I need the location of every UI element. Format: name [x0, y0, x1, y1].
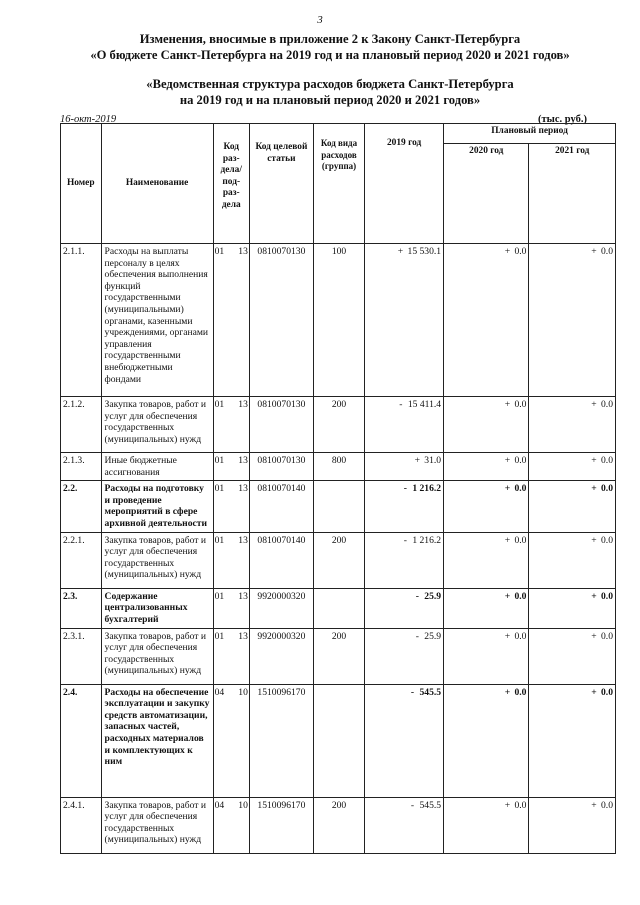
amount-value: 15 530.1 [407, 246, 442, 257]
row-number: 2.2.1. [61, 532, 102, 588]
row-razdel: 04 [213, 684, 236, 797]
col-header-planned-period: Плановый период [444, 124, 616, 144]
page-number: 3 [317, 14, 323, 26]
change-sign: - [410, 686, 415, 698]
change-sign: + [414, 455, 420, 466]
row-statya: 9920000320 [249, 628, 313, 684]
row-razdel: 01 [213, 397, 236, 453]
col-header-vid: Код вида расходов (группа) [313, 124, 364, 244]
amount-value: 25.9 [424, 630, 442, 642]
change-sign: + [591, 534, 597, 546]
heading-line-2: «О бюджете Санкт-Петербурга на 2019 год и на плановый период 2020 и 2021 годов» [90, 48, 570, 62]
amount-value: 0.0 [601, 455, 613, 466]
row-vid: 200 [313, 397, 364, 453]
row-podrazdel: 13 [237, 244, 250, 397]
amount-value: 0.0 [601, 483, 613, 495]
row-2019 [365, 453, 444, 481]
row-2020 [444, 397, 529, 453]
amount-value: 0.0 [514, 246, 527, 257]
row-razdel: 01 [213, 532, 236, 588]
heading-line-1: Изменения, вносимые в приложение 2 к Закону Санкт-Петербурга [139, 32, 521, 46]
change-sign: + [504, 590, 511, 602]
table-row [61, 244, 616, 397]
row-razdel: 04 [213, 797, 236, 853]
table-title [20, 76, 640, 108]
change-sign: + [591, 590, 597, 602]
row-name: Расходы на выплаты персоналу в целях обеспечения выполнения функций государственными (муниципальными) органами, казенными учреждениями, органами управления государственными внебюджетными фондами [101, 244, 213, 397]
row-vid: 200 [313, 532, 364, 588]
row-2019 [365, 684, 444, 797]
amount-value: 0.0 [514, 399, 527, 410]
row-number: 2.3.1. [61, 628, 102, 684]
col-header-statya: Код целевой статьи [249, 124, 313, 244]
row-2020 [444, 481, 529, 532]
row-razdel: 01 [213, 244, 236, 397]
amount-value: 0.0 [601, 246, 613, 257]
row-number: 2.4.1. [61, 797, 102, 853]
row-2021 [529, 684, 616, 797]
row-podrazdel: 13 [237, 588, 250, 628]
row-statya: 1510096170 [249, 684, 313, 797]
amount-value: 545.5 [419, 686, 442, 698]
row-razdel: 01 [213, 481, 236, 532]
change-sign: + [591, 630, 597, 642]
row-podrazdel: 10 [237, 797, 250, 853]
row-2021 [529, 532, 616, 588]
col-header-name: Наименование [101, 124, 213, 244]
row-2020 [444, 532, 529, 588]
col-header-2021: 2021 год [529, 144, 616, 244]
row-2020 [444, 684, 529, 797]
change-sign: + [591, 455, 597, 466]
amount-value: 0.0 [514, 483, 527, 495]
change-sign: + [504, 455, 511, 466]
budget-table [60, 123, 616, 854]
amount-value: 1 216.2 [412, 534, 442, 546]
row-podrazdel: 13 [237, 453, 250, 481]
row-name: Расходы на обеспечение эксплуатации и закупку средств автоматизации, запасных частей, расходных материалов и комплектующих к ним [101, 684, 213, 797]
change-sign: - [399, 399, 403, 410]
row-name: Расходы на подготовку и проведение мероприятий в сфере архивной деятельности [101, 481, 213, 532]
row-number: 2.4. [61, 684, 102, 797]
amount-value: 0.0 [601, 799, 613, 811]
row-name: Закупка товаров, работ и услуг для обеспечения государственных (муниципальных) нужд [101, 797, 213, 853]
row-2019 [365, 588, 444, 628]
row-name: Закупка товаров, работ и услуг для обеспечения государственных (муниципальных) нужд [101, 397, 213, 453]
change-sign: + [504, 534, 511, 546]
row-number: 2.1.3. [61, 453, 102, 481]
change-sign: + [504, 399, 511, 410]
row-2021 [529, 588, 616, 628]
table-row [61, 532, 616, 588]
row-name: Содержание централизованных бухгалтерий [101, 588, 213, 628]
col-header-razdel: Код раз-дела/ под-раз-дела [213, 124, 249, 244]
col-header-number: Номер [61, 124, 102, 244]
row-number: 2.2. [61, 481, 102, 532]
row-2021 [529, 244, 616, 397]
row-statya: 0810070130 [249, 244, 313, 397]
amount-value: 1 216.2 [412, 483, 442, 495]
change-sign: + [591, 799, 597, 811]
row-2020 [444, 797, 529, 853]
change-sign: - [415, 590, 419, 602]
change-sign: + [591, 686, 597, 698]
row-name: Закупка товаров, работ и услуг для обеспечения государственных (муниципальных) нужд [101, 532, 213, 588]
amount-value: 0.0 [601, 399, 613, 410]
row-statya: 9920000320 [249, 588, 313, 628]
amount-value: 0.0 [514, 590, 527, 602]
amount-value: 0.0 [601, 534, 613, 546]
change-sign: - [415, 630, 419, 642]
change-sign: + [504, 246, 511, 257]
col-header-2019: 2019 год [365, 124, 444, 244]
row-2021 [529, 628, 616, 684]
row-statya: 0810070140 [249, 532, 313, 588]
row-vid [313, 481, 364, 532]
amount-value: 31.0 [424, 455, 442, 466]
document-date: 16-окт-2019 [60, 114, 117, 125]
change-sign: + [591, 399, 597, 410]
row-razdel: 01 [213, 628, 236, 684]
row-2021 [529, 797, 616, 853]
change-sign: + [504, 686, 511, 698]
row-statya: 0810070130 [249, 453, 313, 481]
row-2020 [444, 244, 529, 397]
change-sign: + [504, 799, 511, 811]
amount-value: 0.0 [514, 455, 527, 466]
change-sign: + [504, 630, 511, 642]
row-2019 [365, 797, 444, 853]
change-sign: + [591, 246, 597, 257]
table-row [61, 588, 616, 628]
table-row [61, 481, 616, 532]
table-title-line-2: на 2019 год и на плановый период 2020 и 2021 годов» [179, 93, 481, 107]
row-vid: 200 [313, 797, 364, 853]
row-2021 [529, 397, 616, 453]
table-title-line-1: «Ведомственная структура расходов бюджета Санкт-Петербурга [146, 77, 514, 91]
table-row [61, 797, 616, 853]
change-sign: + [504, 483, 511, 495]
row-vid: 200 [313, 628, 364, 684]
row-statya: 0810070140 [249, 481, 313, 532]
row-2019 [365, 532, 444, 588]
row-podrazdel: 13 [237, 481, 250, 532]
row-name: Закупка товаров, работ и услуг для обеспечения государственных (муниципальных) нужд [101, 628, 213, 684]
row-vid [313, 588, 364, 628]
table-row [61, 684, 616, 797]
document-heading [20, 31, 640, 63]
change-sign: + [591, 483, 597, 495]
amount-value: 0.0 [514, 630, 527, 642]
amount-value: 0.0 [601, 686, 613, 698]
amount-value: 25.9 [424, 590, 442, 602]
change-sign: - [403, 483, 407, 495]
row-razdel: 01 [213, 588, 236, 628]
amount-value: 545.5 [419, 799, 442, 811]
row-2019 [365, 628, 444, 684]
col-header-2020: 2020 год [444, 144, 529, 244]
row-podrazdel: 13 [237, 628, 250, 684]
table-row [61, 453, 616, 481]
row-vid [313, 684, 364, 797]
row-vid: 100 [313, 244, 364, 397]
row-2020 [444, 588, 529, 628]
amount-value: 0.0 [601, 630, 613, 642]
row-2020 [444, 453, 529, 481]
change-sign: - [403, 534, 407, 546]
amount-value: 0.0 [514, 534, 527, 546]
row-vid: 800 [313, 453, 364, 481]
row-number: 2.3. [61, 588, 102, 628]
amount-value: 0.0 [514, 799, 527, 811]
row-statya: 1510096170 [249, 797, 313, 853]
row-razdel: 01 [213, 453, 236, 481]
change-sign: + [397, 246, 404, 257]
row-statya: 0810070130 [249, 397, 313, 453]
row-podrazdel: 13 [237, 532, 250, 588]
row-2019 [365, 244, 444, 397]
row-number: 2.1.2. [61, 397, 102, 453]
row-podrazdel: 10 [237, 684, 250, 797]
change-sign: - [410, 799, 415, 811]
table-row [61, 628, 616, 684]
row-podrazdel: 13 [237, 397, 250, 453]
table-row [61, 397, 616, 453]
row-number: 2.1.1. [61, 244, 102, 397]
row-2019 [365, 397, 444, 453]
amount-value: 15 411.4 [407, 399, 442, 410]
row-name: Иные бюджетные ассигнования [101, 453, 213, 481]
row-2019 [365, 481, 444, 532]
units-label: (тыс. руб.) [538, 114, 587, 125]
amount-value: 0.0 [514, 686, 527, 698]
row-2021 [529, 453, 616, 481]
amount-value: 0.0 [601, 590, 613, 602]
row-2021 [529, 481, 616, 532]
row-2020 [444, 628, 529, 684]
